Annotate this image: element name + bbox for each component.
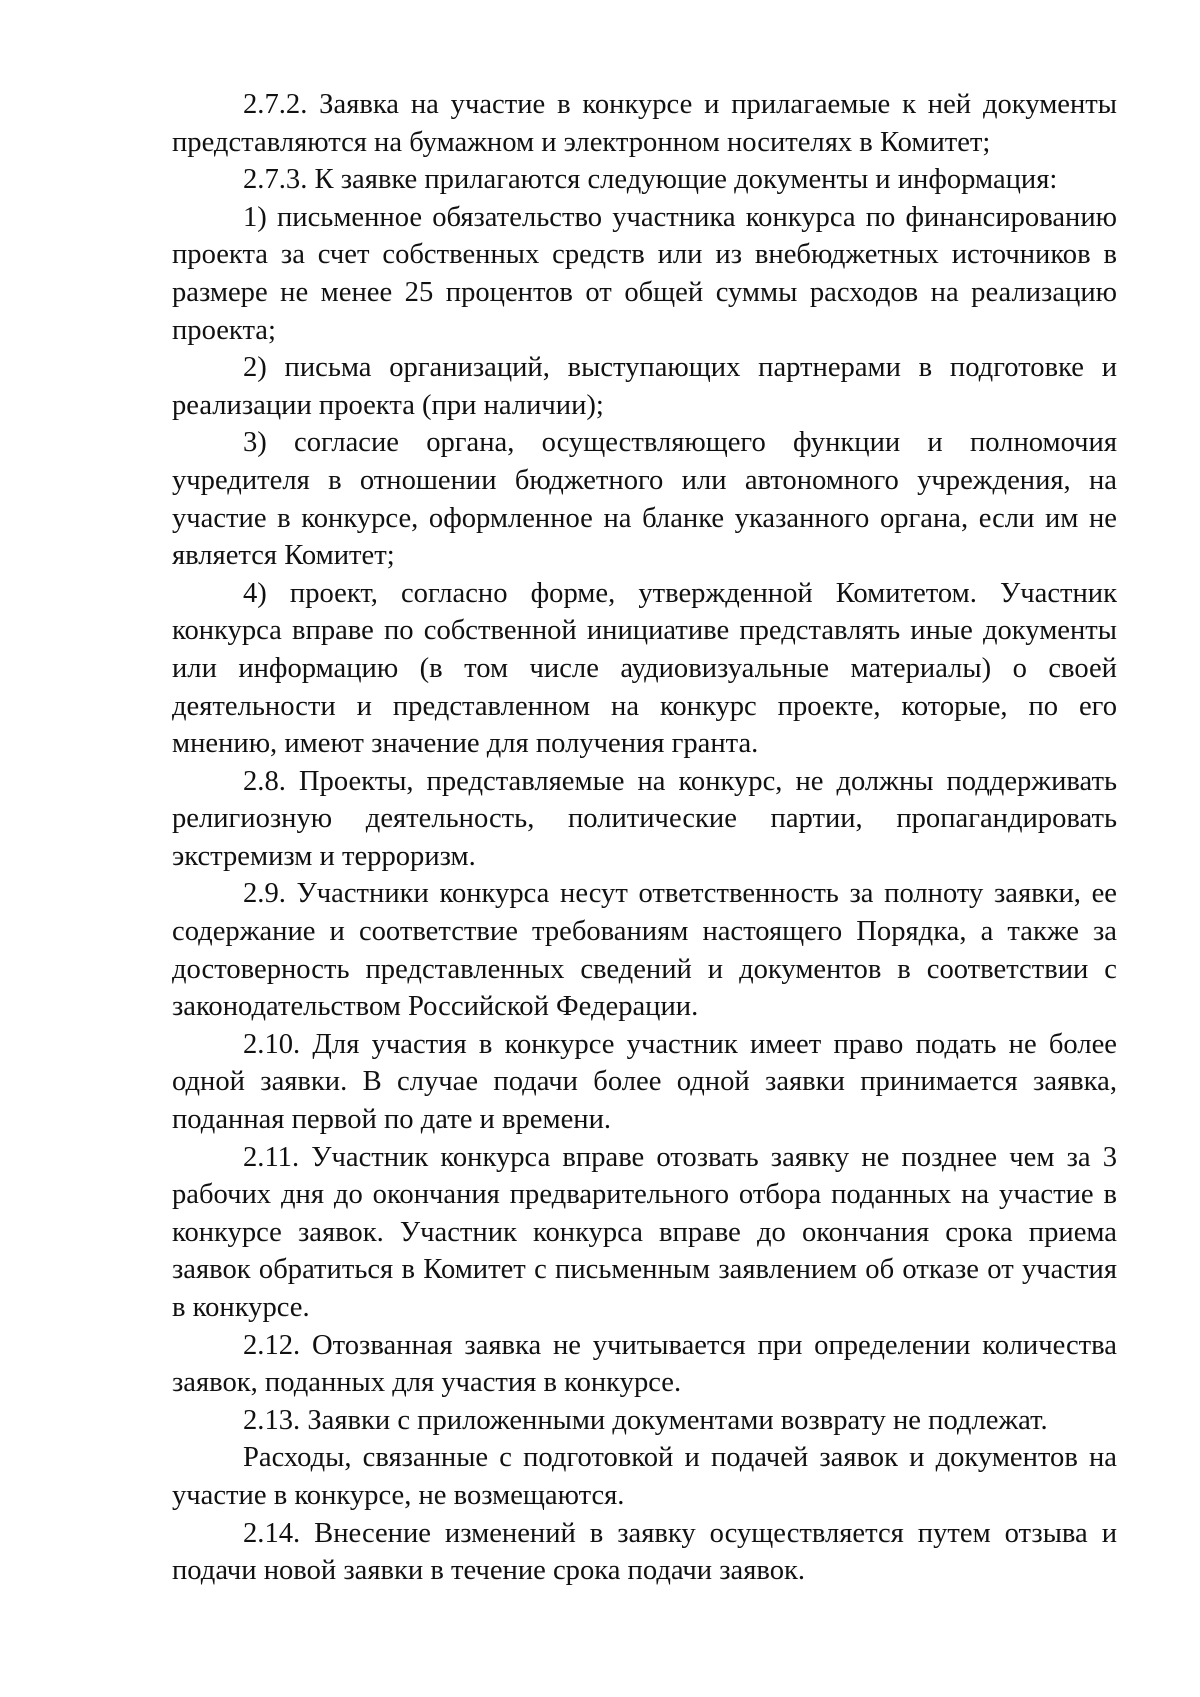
paragraph-2-11: 2.11. Участник конкурса вправе отозвать заявку не позднее чем за 3 рабочих дня до окончания предварительного отбора поданных на участие в конкурсе заявок. Участник конкурса вправе до окончания срока приема заявок обратиться в Комитет с письменным заявлением об отказе от участия в конкурсе. <box>172 1141 1117 1323</box>
list-item-4: 4) проект, согласно форме, утвержденной Комитетом. Участник конкурса вправе по собственной инициативе представлять иные документы или информацию (в том числе аудиовизуальные материалы) о своей деятельности и представленном на конкурс проекте, которые, по его мнению, имеют значение для получения гранта. <box>172 577 1117 760</box>
paragraph-2-8: 2.8. Проекты, представляемые на конкурс, не должны поддерживать религиозную деятельность, политические партии, пропагандировать экстремизм и терроризм. <box>172 765 1117 872</box>
paragraph-2-13: 2.13. Заявки с приложенными документами возврату не подлежат. <box>243 1404 1048 1436</box>
paragraph-2-7-2: 2.7.2. Заявка на участие в конкурсе и прилагаемые к ней документы представляются на бумажном и электронном носителях в Комитет; <box>172 89 1117 158</box>
paragraph-2-14: 2.14. Внесение изменений в заявку осуществляется путем отзыва и подачи новой заявки в течение срока подачи заявок. <box>172 1517 1117 1587</box>
paragraph-2-10: 2.10. Для участия в конкурсе участник имеет право подать не более одной заявки. В случае подачи более одной заявки принимается заявка, поданная первой по дате и времени. <box>172 1028 1117 1136</box>
paragraph-expenses: Расходы, связанные с подготовкой и подачей заявок и документов на участие в конкурсе, не возмещаются. <box>172 1442 1117 1511</box>
list-item-1: 1) письменное обязательство участника конкурса по финансированию проекта за счет собственных средств или из внебюджетных источников в размере не менее 25 процентов от общей суммы расходов на реализацию проекта; <box>172 201 1117 346</box>
list-item-2: 2) письма организаций, выступающих партнерами в подготовке и реализации проекта (при наличии); <box>172 352 1117 421</box>
list-item-3: 3) согласие органа, осуществляющего функции и полномочия учредителя в отношении бюджетного или автономного учреждения, на участие в конкурсе, оформленное на бланке указанного органа, если им не является Комитет; <box>172 427 1117 572</box>
paragraph-2-12: 2.12. Отозванная заявка не учитывается при определении количества заявок, поданных для участия в конкурсе. <box>172 1329 1117 1399</box>
paragraph-2-9: 2.9. Участники конкурса несут ответственность за полноту заявки, ее содержание и соответствие требованиям настоящего Порядка, а также за достоверность представленных сведений и документов в соответствии с законодательством Российской Федерации. <box>172 878 1117 1023</box>
paragraph-2-7-3: 2.7.3. К заявке прилагаются следующие документы и информация: <box>243 164 1058 196</box>
document-body <box>172 86 1117 1590</box>
